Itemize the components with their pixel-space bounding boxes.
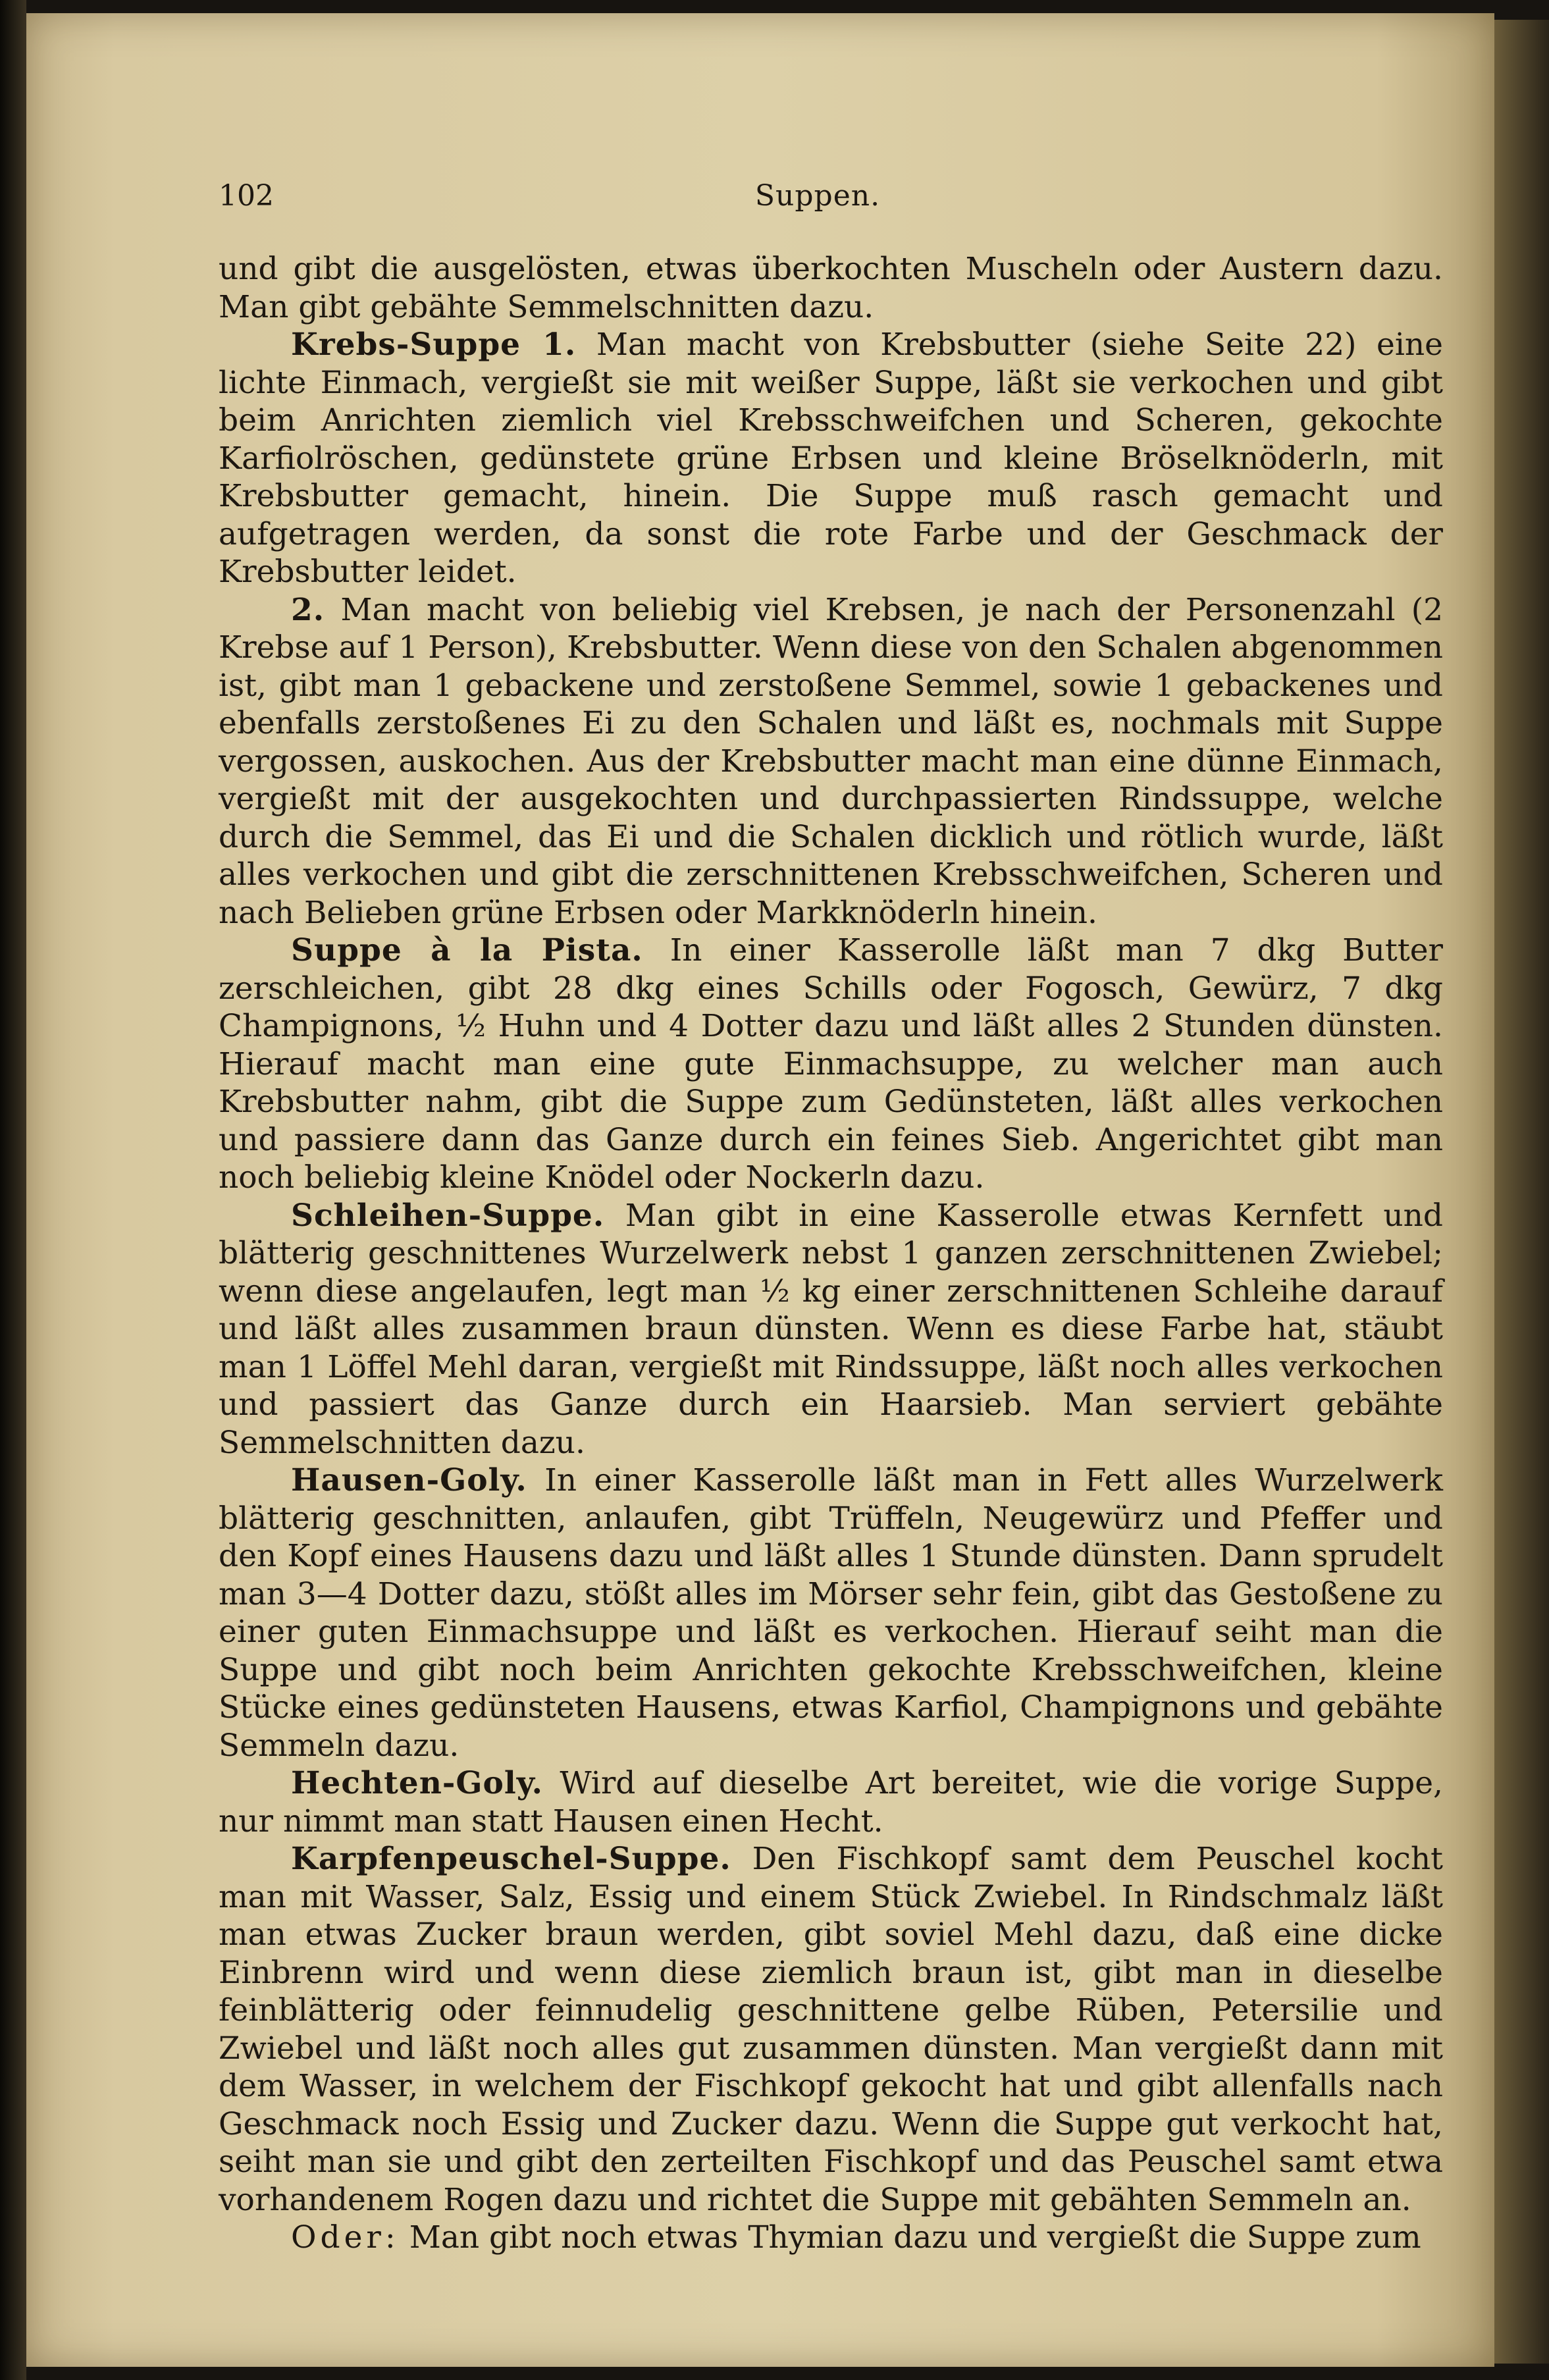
recipe-text: In einer Kasserolle läßt man in Fett alles Wurzelwerk blätterig geschnitten, anlaufen, gibt Trüffeln, Neugewürz und Pfeffer und den Kopf eines Hausens dazu und läßt alles 1 Stunde dünsten. Dann sprudelt man 3—4 Dotter dazu, stößt alles im Mörser sehr fein, gibt das Gestoßene zu einer guten Einmachsuppe und läßt es verkochen. Hierauf seiht man die Suppe und gibt noch beim Anrichten gekochte Krebsschweifchen, kleine Stücke eines gedünsteten Hausens, etwas Karfiol, Champignons und gebähte Semmeln dazu. <box>219 1462 1443 1764</box>
recipe-text: Man macht von beliebig viel Krebsen, je nach der Personenzahl (2 Krebse auf 1 Person), Krebsbutter. Wenn diese von den Schalen abgenommen ist, gibt man 1 gebackene und zerstoßene Semmel, sowie 1 gebackenes und ebenfalls zerstoßenes Ei zu den Schalen und läßt es, nochmals mit Suppe vergossen, auskochen. Aus der Krebsbutter macht man eine dünne Einmach, vergießt mit der ausgekochten und durchpassierten Rindssuppe, welche durch die Semmel, das Ei und die Schalen dicklich und rötlich wurde, läßt alles verkochen und gibt die zerschnittenen Krebsschweifchen, Scheren und nach Belieben grüne Erbsen oder Markknöderln hinein. <box>219 591 1443 931</box>
recipe-text: In einer Kasserolle läßt man 7 dkg Butter zerschleichen, gibt 28 dkg eines Schills oder Fogosch, Gewürz, 7 dkg Champignons, ½ Huhn und 4 Dotter dazu und läßt alles 2 Stunden dünsten. Hierauf macht man eine gute Einmachsuppe, zu welcher man auch Krebsbutter nahm, gibt die Suppe zum Gedünsteten, läßt alles verkochen und passiere dann das Ganze durch ein feines Sieb. Angerichtet gibt man noch beliebig kleine Knödel oder Nockerln dazu. <box>219 932 1443 1196</box>
recipe-text: Man gibt in eine Kasserolle etwas Kernfett und blätterig geschnittenes Wurzelwerk nebst 1 ganzen zerschnittenen Zwiebel; wenn diese angelaufen, legt man ½ kg einer zerschnittenen Schleihe darauf und läßt alles zusammen braun dünsten. Wenn es diese Farbe hat, stäubt man 1 Löffel Mehl daran, vergießt mit Rindssuppe, läßt noch alles verkochen und passiert das Ganze durch ein Haarsieb. Man serviert gebähte Semmelschnitten dazu. <box>219 1197 1444 1461</box>
running-title: Suppen. <box>754 179 881 213</box>
page-header <box>192 179 1443 219</box>
page-edge <box>1494 20 1549 2364</box>
recipe-heading: Hechten-Goly. <box>291 1765 544 1801</box>
recipe-suppe-a-la-pista <box>219 932 1443 1197</box>
paragraph-continuation <box>219 250 1443 326</box>
recipe-heading: Schleihen-Suppe. <box>291 1197 605 1234</box>
paragraph-text: und gibt die ausgelösten, etwas überkochten Muscheln oder Austern dazu. Man gibt gebähte Semmelschnitten dazu. <box>219 251 1443 325</box>
book-spine <box>0 0 26 2380</box>
recipe-krebs-suppe-2 <box>219 591 1443 932</box>
recipe-heading: Suppe à la Pista. <box>291 932 643 968</box>
recipe-heading: Karpfenpeuschel-Suppe. <box>291 1841 731 1877</box>
recipe-heading: Krebs-Suppe 1. <box>291 327 577 363</box>
recipe-text: Man macht von Krebsbutter (siehe Seite 22) eine lichte Einmach, vergießt sie mit weißer Suppe, läßt sie verkochen und gibt beim Anrichten ziemlich viel Krebsschweifchen und Scheren, gekochte Karfiolröschen, gedünstete grüne Erbsen und kleine Bröselknöderln, mit Krebsbutter gemacht, hinein. Die Suppe muß rasch gemacht und aufgetragen werden, da sonst die rote Farbe und der Geschmack der Krebsbutter leidet. <box>219 327 1443 590</box>
recipe-heading: Hausen-Goly. <box>291 1462 527 1498</box>
recipe-text: Den Fischkopf samt dem Peuschel kocht man mit Wasser, Salz, Essig und einem Stück Zwiebel. In Rindschmalz läßt man etwas Zucker braun werden, gibt soviel Mehl dazu, daß eine dicke Einbrenn wird und wenn diese ziemlich braun ist, gibt man in dieselbe feinblätterig oder feinnudelig geschnittene gelbe Rüben, Petersilie und Zwiebel und läßt noch alles gut zusammen dünsten. Man vergießt dann mit dem Wasser, in welchem der Fischkopf gekocht hat und gibt allenfalls nach Geschmack noch Essig und Zucker dazu. Wenn die Suppe gut verkocht hat, seiht man sie und gibt den zerteilten Fischkopf und das Peuschel samt etwa vorhandenem Rogen dazu und richtet die Suppe mit gebähten Semmeln an. <box>219 1841 1443 2218</box>
recipe-schleihen-suppe <box>219 1197 1443 1462</box>
recipe-hausen-goly <box>219 1462 1443 1764</box>
recipe-text: Wird auf dieselbe Art bereitet, wie die vorige Suppe, nur nimmt man statt Hausen einen Hecht. <box>219 1765 1443 1839</box>
recipe-heading: 2. <box>291 591 325 628</box>
recipe-text: Man gibt noch etwas Thymian dazu und vergießt die Suppe zum <box>409 2219 1421 2256</box>
recipe-krebs-suppe-1 <box>219 326 1443 591</box>
variant-label: Oder: <box>291 2219 400 2256</box>
body-text <box>219 250 1443 2257</box>
recipe-variant-oder <box>219 2219 1443 2257</box>
recipe-karpfenpeuschel-suppe <box>219 1840 1443 2219</box>
recipe-hechten-goly <box>219 1764 1443 1840</box>
page-number: 102 <box>219 179 274 213</box>
